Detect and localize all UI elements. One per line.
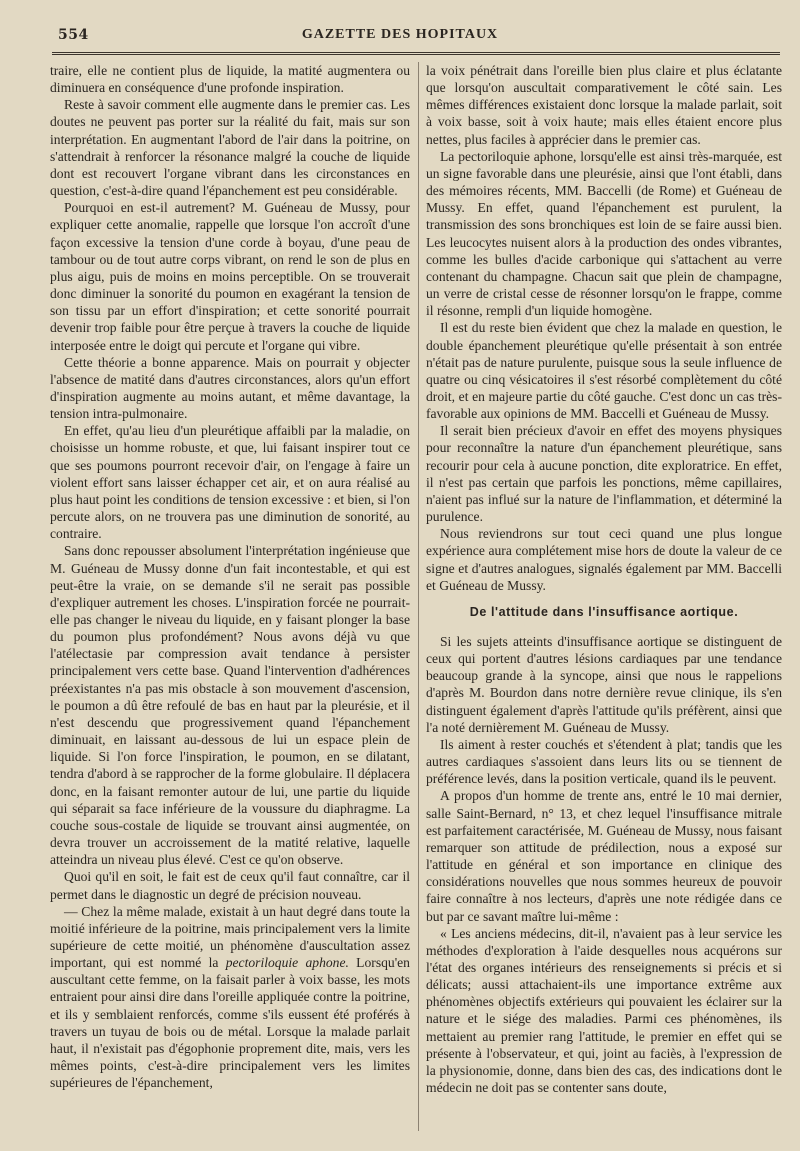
paragraph: Il serait bien précieux d'avoir en effet des moyens physiques pour reconnaître la nature d'un épanchement pleurétique, sans recourir pour cela à aucune ponction, dite exploratrice. En effet, il n'est pas certain que parfois les ponctions, même capillaires, n'aient pas influé sur la nature de l'inflammation, et déterminé la purulence. [426,423,782,525]
left-column [50,62,410,1141]
paragraph: En effet, qu'au lieu d'un pleurétique affaibli par la maladie, on choisisse un homme robuste, et que, lui faisant inspirer tout ce que ses poumons pourront recevoir d'air, on l'engage à faire un violent effort sans laisser échapper cet air, et on aura réalisé au plus haut point les conditions de tension excessive : et bien, si l'on percute alors, on ne trouvera pas une diminution de sonorité, au contraire. [50,423,410,542]
paragraph: Si les sujets atteints d'insuffisance aortique se distinguent de ceux qui portent d'autres lésions cardiaques par une tendance beaucoup grande à la syncope, ainsi que nous le rappelions d'après M. Bourdon dans notre dernière revue clinique, ils s'en distinguent également d'après l'attitude qu'ils préfèrent, ainsi que l'a noté dernièrement M. Guéneau de Mussy. [426,634,782,735]
running-title: GAZETTE DES HOPITAUX [301,27,499,42]
paragraph [50,903,410,1092]
italic-term: pectoriloquie aphone. [225,955,349,971]
paragraph: Quoi qu'il en soit, le fait est de ceux qu'il faut connaître, car il permet dans le diagnostic un degré de précision nouveau. [50,869,410,902]
page-number: 554 [58,27,89,43]
paragraph-text: — Chez la même malade, existait à un haut degré dans toute la moitié inférieure de la poitrine, mais principalement vers la limite supérieure de cette moitié, un phénomène d'auscultation assez important, qui est nommé la [50,903,410,971]
paragraph: Cette théorie a bonne apparence. Mais on pourrait y objecter l'absence de matité dans d'autres circonstances, alors qu'un effort d'inspiration augmente au moins autant, et même davantage, la tension intra-pulmonaire. [50,354,410,422]
right-column [426,62,782,1141]
paragraph: Nous reviendrons sur tout ceci quand une plus longue expérience aura complétement mise hors de doute la valeur de ce signe et d'autres analogues, signalés également par MM. Baccelli et Guéneau de Mussy. [426,526,782,593]
paragraph: Il est du reste bien évident que chez la malade en question, le double épanchement pleurétique qu'elle présentait à son entrée n'était pas de nature purulente, puisque sous la seule influence de quatre ou cinq vésicatoires il s'est résorbé complètement du côté droit, et en majeure partie du côté gauche. C'est donc un cas très-favorable aux opinions de MM. Baccelli et Guéneau de Mussy. [426,320,782,422]
paragraph-text: Lorsqu'en auscultant cette femme, on la faisait parler à voix basse, les mots entraient pour ainsi dire dans l'oreille appliquée contre la poitrine, et ils y semblaient renforcés, comme s'ils eussent été proférés à travers un tuyau de bois ou de métal. Lorsque la malade parlait haut, il n'existait pas d'égophonie proprement dite, mais, vers les mêmes points, c'est-à-dire principalement vers les limites supérieures de l'épanchement, [50,955,410,1091]
paragraph: Pourquoi en est-il autrement? M. Guéneau de Mussy, pour expliquer cette anomalie, rappelle que lorsque l'on accroît d'une façon excessive la tension d'une corde à boyau, d'une peau de tambour ou de tout autre corps vibrant, on rend le son de plus en plus aigu, puis de moins en moins perceptible. On se trouverait donc diminuer la sonorité du poumon en exagérant la tension de son tissu par un effort d'inspiration; et cette sonorité pourrait devenir trop faible pour être perçue à travers la couche de liquide interposée entre le doigt qui percute et l'organe qui vibre. [50,200,410,353]
paragraph: Ils aiment à rester couchés et s'étendent à plat; tandis que les autres cardiaques s'assoient dans leurs lits ou se tiennent de préférence levés, dans la position verticale, quand ils le peuvent. [426,736,782,787]
paragraph: Reste à savoir comment elle augmente dans le premier cas. Les doutes ne peuvent pas porter sur la réalité du fait, mais sur son interprétation. En augmentant l'abord de l'air dans la poitrine, on s'attendrait à renforcer la résonance malgré la couche de liquide dont est recouvert l'organe vibrant dans les circonstances en question, c'est-à-dire quand l'épanchement est peu considérable. [50,97,410,199]
paragraph: A propos d'un homme de trente ans, entré le 10 mai dernier, salle Saint-Bernard, n° 13, et chez lequel l'insuffisance mitrale est parfaitement caractérisée, M. Guéneau de Mussy, nous faisant remarquer son attitude de prédilection, nous a exposé sur l'attitude en général et son importance en clinique des considérations nouvelles que nous sommes heureux de pouvoir faire connaître à nos lecteurs, d'après une note rédigée dans ce but par ce savant maître lui-même : [426,788,782,924]
section-heading: De l'attitude dans l'insuffisance aortique. [469,604,739,619]
paragraph: Sans donc repousser absolument l'interprétation ingénieuse que M. Guéneau de Mussy donne d'un fait incontestable, et qui est peut-être la vraie, on se demande s'il ne serait pas possible d'expliquer autrement les choses. L'inspiration forcée ne pourrait-elle pas changer le niveau du liquide, en y faisant plonger la base du poumon plus profondément? Nous avons déjà vu que l'atélectasie par compression avait tendance à persister principalement vers cette base. Quand l'intervention d'adhérences préexistantes n'a pas mis obstacle à son mouvement d'ascension, le poumon a dû être refoulé de bas en haut par la pleurésie, et il n'est descendu que progressivement quand l'épanchement diminuait, en laissant au-dessous de lui un espace plein de liquide. Si l'on force l'inspiration, le poumon, en se dilatant, tendra d'abord à se rapprocher de la forme globulaire. Il déplacera donc, en la faisant remonter autour de lui, une partie du liquide qui séparait sa face inférieure de la voussure du diaphragme. La couche sous-costale de liquide se trouvant ainsi augmentée, on devra trouver un accroissement de la matité relative, laquelle atteindra un niveau plus élevé. C'est ce qu'on observe. [50,543,410,868]
paragraph: traire, elle ne contient plus de liquide, la matité augmentera ou diminuera en conséquence d'une profonde inspiration. [50,63,410,96]
column-divider [418,62,419,1131]
paragraph: la voix pénétrait dans l'oreille bien plus claire et plus éclatante que lorsqu'on auscultait comparativement le côté sain. Les mêmes différences existaient donc lorsque la malade parlait, soit à voix basse, soit à voix haute; mais elles étaient encore plus nettes, plus faciles à apprécier dans le premier cas. [426,63,782,147]
paragraph: La pectoriloquie aphone, lorsqu'elle est ainsi très-marquée, est un signe favorable dans une pleurésie, ainsi que l'ont établi, dans des mémoires récents, MM. Baccelli (de Rome) et Guéneau de Mussy. En effet, quand l'épanchement est purulent, la transmission des sons bronchiques est loin de se faire aussi bien. Les leucocytes nuisent alors à la production des ondes vibrantes, comme les bulles d'acide carbonique qui s'attachent au verre contenant du champagne. Chacun sait que plein de champagne, un verre de cristal cesse de résonner lorsqu'on le frappe, comme il résonne, rempli d'un liquide homogène. [426,148,782,319]
header-rule [52,52,780,55]
paragraph: « Les anciens médecins, dit-il, n'avaient pas à leur service les méthodes d'exploration à l'aide desquelles nous acquérons sur l'état des organes intérieurs des renseignements si précis et si délicats; aussi attachaient-ils une importance extrême aux phénomènes objectifs extérieurs qui pouvaient les éclairer sur la nature et le siége des maladies. Parmi ces phénomènes, ils mettaient au premier rang l'attitude, le premier en effet qui se présente à l'observateur, et qui, joint au faciès, à l'expression de la physionomie, donne, dans bien des cas, des indications dont le médecin ne doit pas se contenter sans doute, [426,925,782,1096]
